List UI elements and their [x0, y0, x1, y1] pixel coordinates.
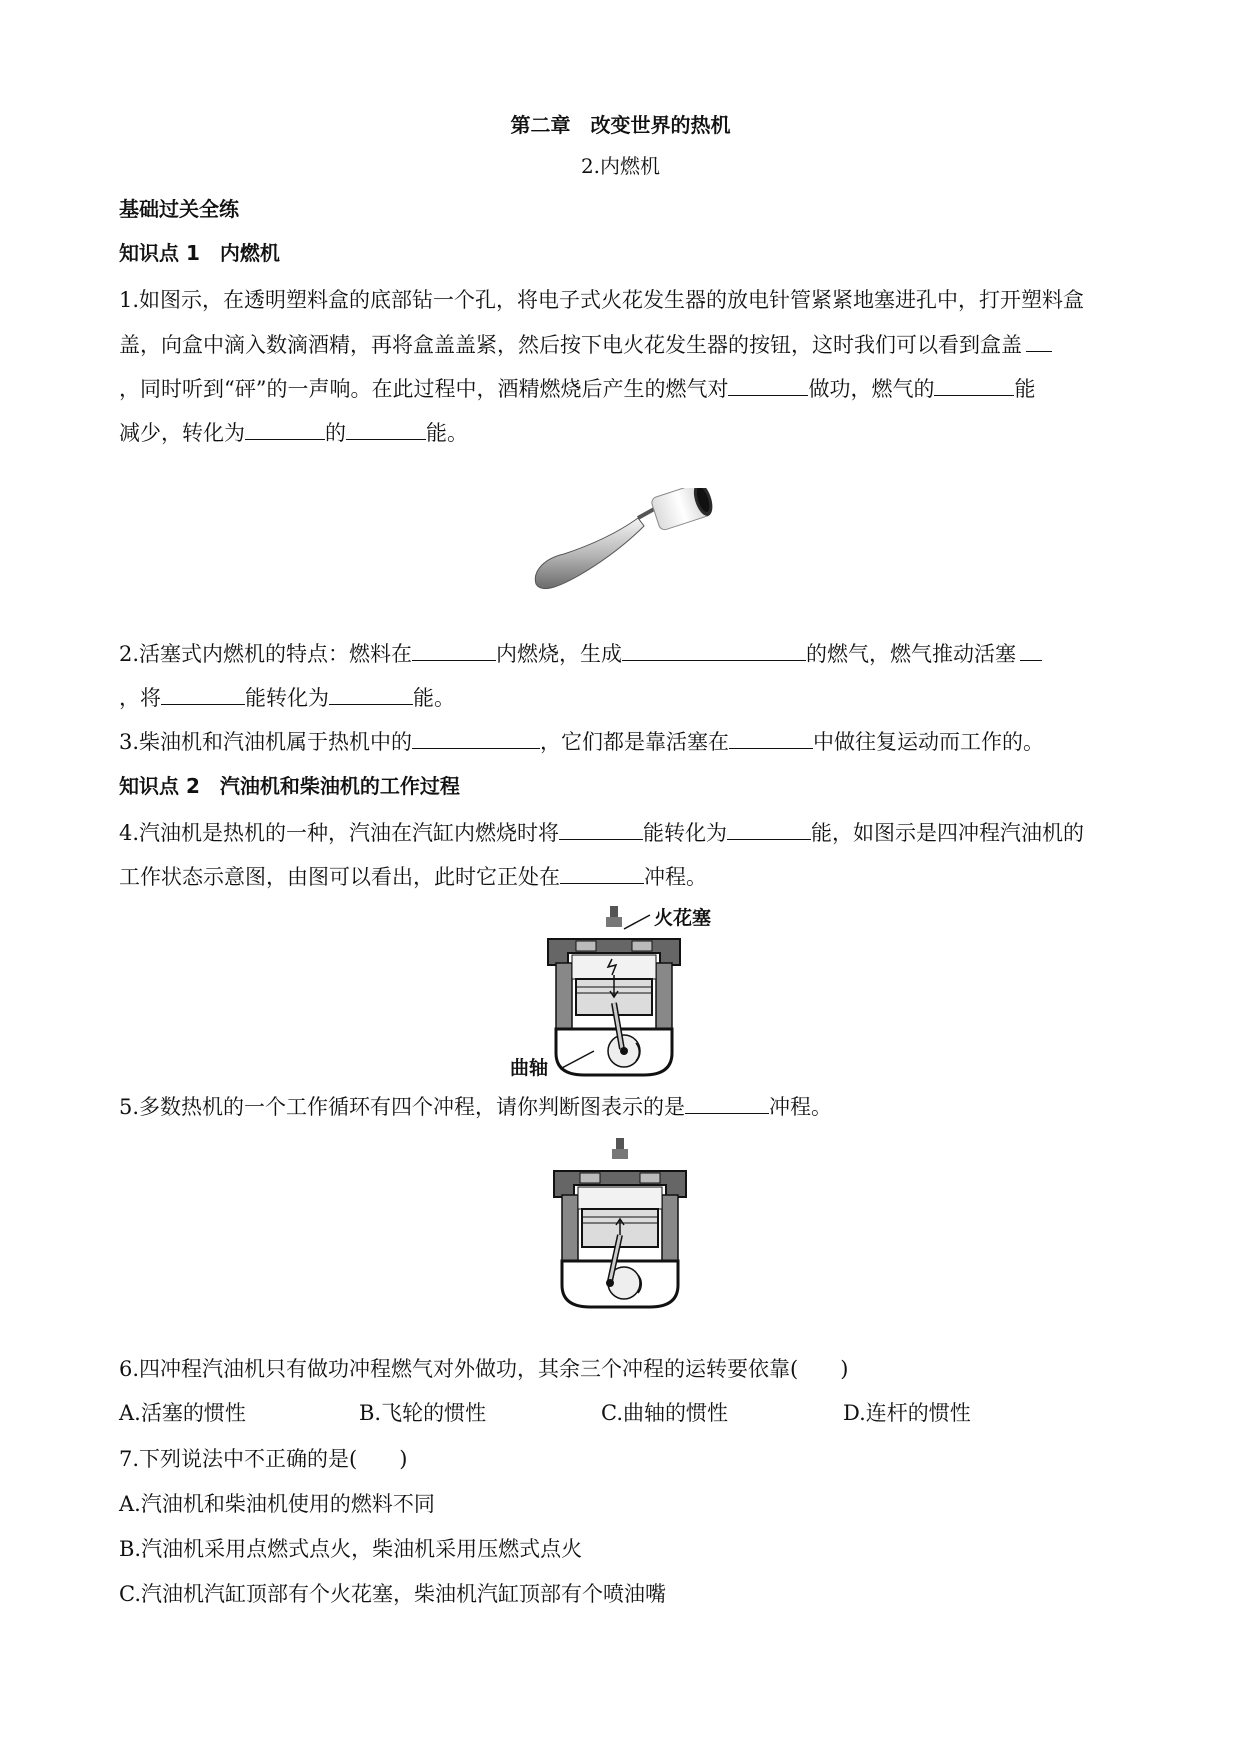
- q1-line-2-text: 盖，向盒中滴入数滴酒精，再将盒盖盖紧，然后按下电火花发生器的按钮，这时我们可以看到盒盖: [119, 333, 1022, 357]
- q2-blank-3[interactable]: [1020, 640, 1042, 661]
- q2-line-2-text-a: ，将: [119, 686, 161, 710]
- q2-line-2-text-c: 能。: [413, 686, 455, 710]
- q7-option-a[interactable]: A.汽油机和柴油机使用的燃料不同: [119, 1492, 435, 1516]
- q1-blank-4[interactable]: [245, 419, 325, 440]
- q1-blank-3[interactable]: [934, 375, 1014, 396]
- q1-blank-2[interactable]: [728, 375, 808, 396]
- q1-blank-5[interactable]: [346, 419, 426, 440]
- q2-line-1-text-c: 的燃气，燃气推动活塞: [806, 642, 1017, 666]
- q4-line-2-text-a: 工作状态示意图，由图可以看出，此时它正处在: [119, 865, 560, 889]
- q7-option-c[interactable]: C.汽油机汽缸顶部有个火花塞，柴油机汽缸顶部有个喷油嘴: [119, 1582, 666, 1606]
- chapter-title: 第二章 改变世界的热机: [510, 113, 731, 137]
- q4-line-2: [119, 863, 1127, 890]
- engine-figure-1: [510, 903, 740, 1079]
- q3-text-a: 3.柴油机和汽油机属于热机中的: [119, 730, 413, 754]
- knowledge-point-1-title: 知识点 1 内燃机: [119, 241, 280, 265]
- q1-line-1: 1.如图示，在透明塑料盒的底部钻一个孔，将电子式火花发生器的放电针管紧紧地塞进孔中，打开塑料盒: [119, 288, 1085, 312]
- q3-blank-2[interactable]: [729, 728, 813, 749]
- q6-option-d[interactable]: D.连杆的惯性: [843, 1401, 971, 1425]
- q3-text-b: ，它们都是靠活塞在: [540, 730, 730, 754]
- q2-line-2-text-b: 能转化为: [245, 686, 329, 710]
- q1-line-3: [119, 375, 1127, 402]
- q5-line: [119, 1093, 1127, 1120]
- q4-line-1-text-a: 4.汽油机是热机的一种，汽油在汽缸内燃烧时将: [119, 821, 560, 845]
- q1-line-2: [119, 331, 1127, 358]
- knowledge-point-2-title: 知识点 2 汽油机和柴油机的工作过程: [119, 774, 460, 798]
- q1-line-4: [119, 419, 1127, 446]
- q2-line-1-text-b: 内燃烧，生成: [496, 642, 623, 666]
- q1-line-4-text-b: 的: [325, 421, 346, 445]
- q2-line-1-text-a: 2.活塞式内燃机的特点：燃料在: [119, 642, 413, 666]
- section-title: 基础过关全练: [119, 197, 239, 221]
- q5-text-a: 5.多数热机的一个工作循环有四个冲程，请你判断图表示的是: [119, 1095, 686, 1119]
- q6-option-c[interactable]: C.曲轴的惯性: [601, 1401, 728, 1425]
- q2-blank-1[interactable]: [412, 640, 496, 661]
- q4-line-2-text-b: 冲程。: [644, 865, 707, 889]
- q2-blank-5[interactable]: [329, 684, 413, 705]
- q1-line-4-text-c: 能。: [426, 421, 468, 445]
- q4-line-1-text-c: 能，如图示是四冲程汽油机的: [811, 821, 1085, 845]
- q4-blank-1[interactable]: [559, 819, 643, 840]
- q3-blank-1[interactable]: [412, 728, 540, 749]
- q2-blank-4[interactable]: [161, 684, 245, 705]
- crankshaft-label: 曲轴: [510, 1057, 549, 1079]
- q7-stem: 7.下列说法中不正确的是( ): [119, 1447, 408, 1471]
- lesson-title: 2.内燃机: [580, 154, 661, 178]
- q1-line-3-text-a: ，同时听到“砰”的一声响。在此过程中，酒精燃烧后产生的燃气对: [119, 377, 729, 401]
- q4-blank-2[interactable]: [727, 819, 811, 840]
- q2-line-1: [119, 640, 1127, 667]
- q7-option-b[interactable]: B.汽油机采用点燃式点火，柴油机采用压燃式点火: [119, 1537, 583, 1561]
- q6-option-b[interactable]: B.飞轮的惯性: [359, 1401, 487, 1425]
- q4-line-1: [119, 819, 1127, 846]
- q2-blank-2[interactable]: [622, 640, 806, 661]
- q1-line-3-text-b: 做功，燃气的: [808, 377, 935, 401]
- engine-figure-2: [548, 1135, 698, 1310]
- q3-line: [119, 728, 1127, 755]
- q1-line-4-text-a: 减少，转化为: [119, 421, 245, 445]
- q3-text-c: 中做往复运动而工作的。: [813, 730, 1045, 754]
- spark-generator-figure: [530, 488, 720, 603]
- q4-line-1-text-b: 能转化为: [643, 821, 728, 845]
- q1-line-3-text-c: 能: [1014, 377, 1036, 401]
- q5-text-b: 冲程。: [769, 1095, 833, 1119]
- q1-blank-1[interactable]: [1026, 331, 1052, 352]
- q2-line-2: [119, 684, 1127, 711]
- q6-option-a[interactable]: A.活塞的惯性: [119, 1401, 246, 1425]
- q4-blank-3[interactable]: [560, 863, 644, 884]
- q5-blank-1[interactable]: [685, 1093, 769, 1114]
- spark-plug-label: 火花塞: [654, 907, 712, 929]
- q6-stem: 6.四冲程汽油机只有做功冲程燃气对外做功，其余三个冲程的运转要依靠( ): [119, 1357, 849, 1381]
